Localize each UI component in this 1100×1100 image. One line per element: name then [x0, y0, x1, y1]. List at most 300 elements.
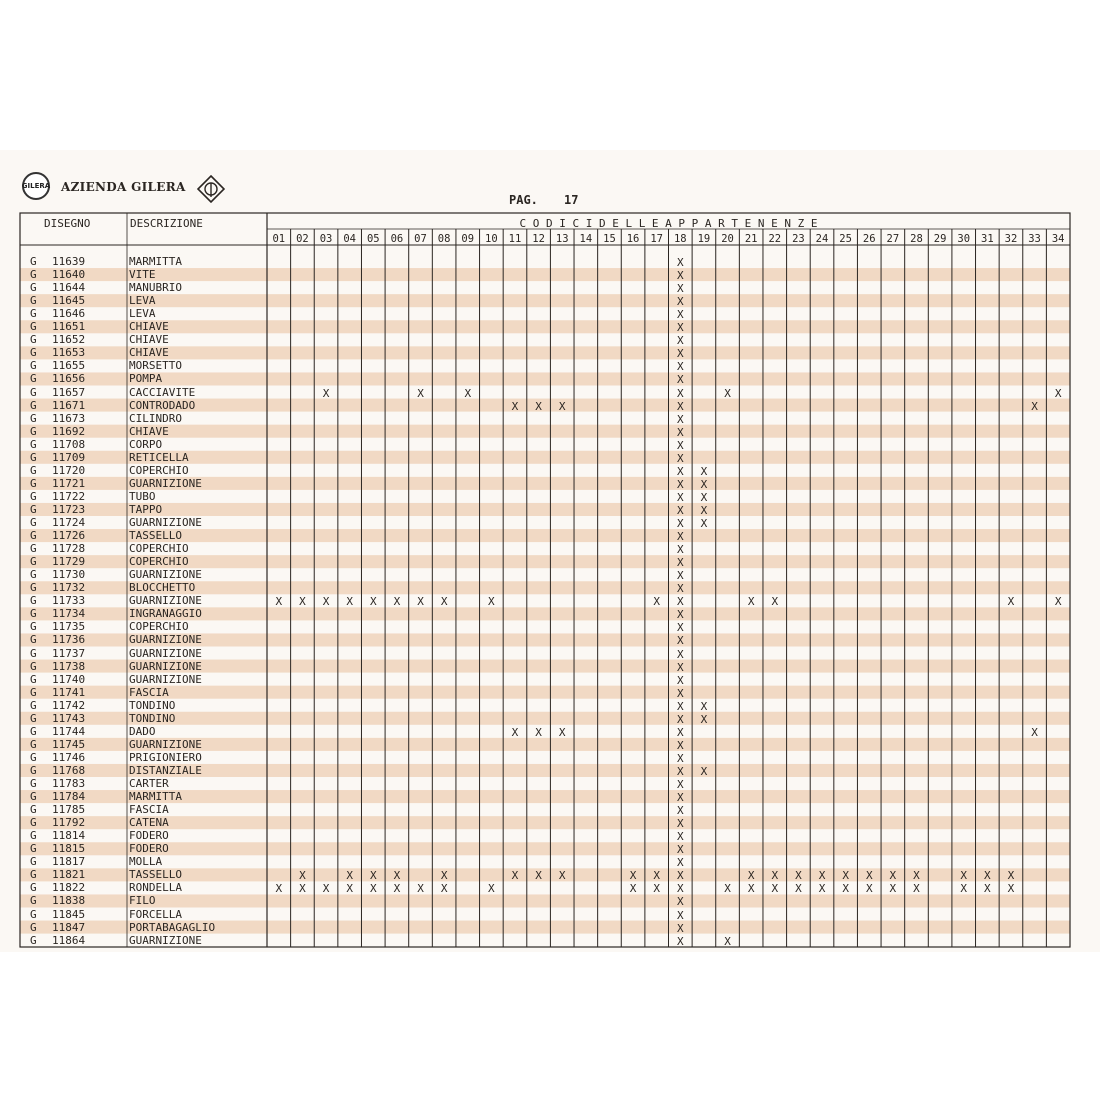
code-mark-18: X	[676, 791, 684, 805]
row-prefix: G	[30, 568, 37, 582]
code-mark-18: X	[676, 725, 684, 739]
row-stripe	[20, 294, 1070, 307]
row-prefix: G	[30, 542, 37, 556]
row-description: COPERCHIO	[129, 555, 189, 569]
code-mark-34: X	[1054, 595, 1062, 609]
code-mark-18: X	[676, 699, 684, 713]
row-stripe	[20, 320, 1070, 333]
row-description: DISTANZIALE	[129, 763, 202, 777]
code-mark-19: X	[700, 477, 708, 491]
row-description: CARTER	[129, 777, 169, 790]
row-description: TASSELLO	[129, 529, 182, 543]
code-mark-03: X	[322, 595, 330, 609]
code-mark-18: X	[676, 895, 684, 909]
code-mark-09: X	[464, 386, 472, 400]
row-description: BLOCCHETTO	[129, 581, 196, 595]
code-mark-32: X	[1007, 595, 1015, 609]
code-mark-18: X	[676, 530, 684, 544]
row-description: PRIGIONIERO	[129, 750, 202, 764]
row-description: CATENA	[129, 816, 169, 830]
code-header-18: 18	[673, 233, 687, 245]
row-drawing-number: 11728	[52, 542, 86, 556]
row-description: GUARNIZIONE	[129, 659, 202, 673]
code-mark-26: X	[865, 869, 873, 883]
code-mark-12: X	[535, 725, 542, 739]
row-description: COPERCHIO	[129, 620, 189, 634]
row-description: COPERCHIO	[129, 542, 189, 556]
row-prefix: G	[30, 685, 37, 699]
row-drawing-number: 11720	[52, 463, 86, 477]
code-mark-18: X	[676, 778, 684, 791]
row-drawing-number: 11792	[52, 816, 86, 830]
code-mark-21: X	[747, 882, 755, 896]
row-description: CACCIAVITE	[129, 385, 196, 399]
row-prefix: G	[30, 659, 37, 673]
row-drawing-number: 11785	[52, 803, 86, 817]
row-stripe	[20, 503, 1070, 516]
row-stripe	[20, 712, 1070, 725]
row-description: MORSETTO	[129, 359, 182, 373]
row-prefix: G	[30, 281, 37, 295]
company-name: AZIENDA GILERA	[61, 180, 186, 194]
row-description: GUARNIZIONE	[129, 933, 202, 947]
row-prefix: G	[30, 385, 37, 399]
code-mark-18: X	[676, 334, 684, 348]
code-mark-07: X	[417, 882, 424, 896]
row-stripe	[20, 894, 1070, 907]
code-mark-18: X	[676, 490, 684, 504]
row-drawing-number: 11734	[52, 607, 86, 621]
row-drawing-number: 11729	[52, 555, 86, 569]
row-prefix: G	[30, 255, 37, 268]
code-header-09: 09	[461, 233, 475, 245]
row-description: FODERO	[129, 829, 169, 843]
row-description: MARMITTA	[129, 255, 182, 268]
gilera-logo: GILERA	[22, 172, 50, 200]
code-mark-18: X	[676, 438, 684, 452]
code-mark-18: X	[676, 556, 684, 570]
code-mark-18: X	[676, 595, 684, 609]
code-header-23: 23	[792, 233, 805, 245]
code-mark-23: X	[795, 869, 802, 883]
row-prefix: G	[30, 829, 37, 843]
row-prefix: G	[30, 763, 37, 777]
code-mark-20: X	[724, 386, 731, 400]
code-mark-07: X	[417, 595, 424, 609]
code-mark-18: X	[676, 608, 684, 622]
code-mark-18: X	[676, 660, 684, 674]
code-mark-18: X	[676, 817, 684, 831]
disegno-header: DISEGNO	[44, 217, 91, 230]
code-mark-19: X	[700, 764, 708, 778]
code-mark-01: X	[275, 595, 283, 609]
code-header-32: 32	[1004, 233, 1018, 245]
row-prefix: G	[30, 920, 37, 934]
code-header-02: 02	[296, 233, 309, 245]
codes-group-title: C O D I C I D E L L E A P P A R T E N E N Z E	[519, 217, 818, 230]
code-mark-11: X	[511, 725, 519, 739]
row-drawing-number: 11652	[52, 333, 86, 347]
row-drawing-number: 11639	[52, 255, 86, 268]
row-prefix: G	[30, 594, 37, 608]
code-mark-03: X	[322, 386, 330, 400]
code-header-15: 15	[603, 233, 616, 245]
code-mark-19: X	[700, 517, 708, 530]
row-drawing-number: 11736	[52, 633, 86, 647]
code-mark-18: X	[676, 425, 684, 439]
code-mark-27: X	[889, 869, 897, 883]
code-mark-19: X	[700, 712, 708, 726]
row-description: RONDELLA	[129, 881, 182, 895]
row-description: CORPO	[129, 437, 163, 451]
code-mark-18: X	[676, 503, 684, 517]
code-mark-10: X	[488, 882, 495, 896]
code-header-34: 34	[1051, 233, 1065, 245]
code-mark-18: X	[676, 321, 684, 335]
row-drawing-number: 11657	[52, 385, 86, 399]
code-header-14: 14	[579, 233, 593, 245]
row-prefix: G	[30, 476, 37, 490]
row-prefix: G	[30, 698, 37, 712]
code-mark-22: X	[771, 882, 779, 896]
row-description: CHIAVE	[129, 320, 169, 334]
code-header-29: 29	[933, 233, 947, 245]
row-description: INGRANAGGIO	[129, 607, 202, 621]
row-drawing-number: 11722	[52, 489, 86, 503]
code-mark-11: X	[511, 399, 519, 413]
code-header-16: 16	[626, 233, 640, 245]
row-drawing-number: 11708	[52, 437, 86, 451]
row-drawing-number: 11723	[52, 502, 86, 516]
code-header-13: 13	[555, 233, 569, 245]
code-header-05: 05	[366, 233, 380, 245]
row-drawing-number: 11644	[52, 281, 86, 295]
code-mark-27: X	[889, 882, 897, 896]
row-prefix: G	[30, 933, 37, 947]
code-header-30: 30	[957, 233, 971, 245]
row-drawing-number: 11730	[52, 568, 86, 582]
code-mark-18: X	[676, 686, 684, 700]
code-header-01: 01	[272, 233, 286, 245]
code-mark-19: X	[700, 699, 708, 713]
code-mark-16: X	[629, 882, 637, 896]
code-mark-11: X	[511, 869, 519, 883]
row-drawing-number: 11733	[52, 594, 86, 608]
code-mark-21: X	[747, 869, 755, 883]
row-prefix: G	[30, 424, 37, 438]
code-mark-30: X	[960, 882, 968, 896]
row-prefix: G	[30, 489, 37, 503]
row-drawing-number: 11741	[52, 685, 86, 699]
row-stripe	[20, 268, 1070, 281]
row-description: MOLLA	[129, 855, 163, 869]
row-description: GUARNIZIONE	[129, 672, 202, 686]
code-mark-13: X	[558, 399, 566, 413]
row-drawing-number: 11864	[52, 933, 86, 947]
row-prefix: G	[30, 333, 37, 347]
code-mark-22: X	[771, 595, 779, 609]
row-description: FILO	[129, 894, 156, 908]
code-mark-32: X	[1007, 882, 1015, 896]
code-mark-19: X	[700, 503, 708, 517]
code-mark-18: X	[676, 738, 684, 752]
row-description: TASSELLO	[129, 868, 182, 882]
code-mark-18: X	[676, 295, 684, 309]
row-drawing-number: 11817	[52, 855, 86, 869]
row-prefix: G	[30, 750, 37, 764]
row-prefix: G	[30, 711, 37, 725]
code-mark-18: X	[676, 856, 684, 870]
code-mark-06: X	[393, 869, 401, 883]
row-prefix: G	[30, 803, 37, 817]
code-mark-18: X	[676, 477, 684, 491]
code-mark-18: X	[676, 373, 684, 387]
code-mark-18: X	[676, 451, 684, 465]
row-drawing-number: 11745	[52, 737, 86, 751]
code-mark-28: X	[913, 869, 920, 883]
row-drawing-number: 11821	[52, 868, 86, 882]
row-prefix: G	[30, 307, 37, 321]
row-description: GUARNIZIONE	[129, 516, 202, 529]
row-description: COPERCHIO	[129, 463, 189, 477]
row-drawing-number: 11744	[52, 724, 86, 738]
row-prefix: G	[30, 777, 37, 790]
code-mark-18: X	[676, 634, 684, 648]
code-mark-08: X	[440, 595, 448, 609]
row-prefix: G	[30, 294, 37, 308]
row-prefix: G	[30, 737, 37, 751]
code-mark-26: X	[865, 882, 873, 896]
row-prefix: G	[30, 437, 37, 451]
code-mark-18: X	[676, 751, 684, 765]
row-drawing-number: 11742	[52, 698, 86, 712]
row-prefix: G	[30, 868, 37, 882]
row-description: FASCIA	[129, 685, 169, 699]
row-prefix: G	[30, 907, 37, 921]
code-header-17: 17	[650, 233, 664, 245]
code-mark-30: X	[960, 869, 968, 883]
code-mark-02: X	[299, 595, 306, 609]
row-drawing-number: 11726	[52, 529, 86, 543]
code-mark-17: X	[653, 869, 660, 883]
code-mark-10: X	[488, 595, 495, 609]
code-mark-18: X	[676, 308, 684, 322]
row-drawing-number: 11847	[52, 920, 86, 934]
row-description: CHIAVE	[129, 346, 169, 360]
row-description: FODERO	[129, 842, 169, 856]
code-mark-31: X	[984, 882, 991, 896]
code-mark-18: X	[676, 412, 684, 426]
code-mark-18: X	[676, 399, 684, 413]
code-mark-16: X	[629, 869, 637, 883]
row-prefix: G	[30, 581, 37, 595]
row-drawing-number: 11738	[52, 659, 86, 673]
code-mark-19: X	[700, 490, 708, 504]
row-prefix: G	[30, 516, 37, 529]
code-mark-33: X	[1031, 725, 1038, 739]
code-mark-18: X	[676, 908, 684, 922]
code-header-27: 27	[886, 233, 900, 245]
row-drawing-number: 11845	[52, 907, 86, 921]
row-prefix: G	[30, 555, 37, 569]
code-mark-18: X	[676, 621, 684, 635]
code-mark-18: X	[676, 282, 684, 296]
row-prefix: G	[30, 633, 37, 647]
row-drawing-number: 11671	[52, 398, 86, 412]
code-mark-18: X	[676, 569, 684, 583]
code-mark-31: X	[984, 869, 991, 883]
code-mark-25: X	[842, 869, 849, 883]
row-prefix: G	[30, 620, 37, 634]
row-prefix: G	[30, 672, 37, 686]
row-prefix: G	[30, 411, 37, 425]
row-description: RETICELLA	[129, 450, 189, 464]
code-mark-25: X	[842, 882, 849, 896]
page-label: PAG.	[509, 193, 538, 207]
code-mark-01: X	[275, 882, 283, 896]
code-mark-18: X	[676, 764, 684, 778]
row-prefix: G	[30, 894, 37, 908]
code-mark-18: X	[676, 269, 684, 283]
code-header-21: 21	[744, 233, 758, 245]
code-mark-18: X	[676, 804, 684, 818]
code-mark-18: X	[676, 921, 684, 935]
code-mark-12: X	[535, 869, 542, 883]
code-header-06: 06	[390, 233, 404, 245]
row-stripe	[20, 372, 1070, 385]
row-drawing-number: 11653	[52, 346, 86, 360]
code-mark-18: X	[676, 360, 684, 374]
code-mark-18: X	[676, 647, 684, 661]
row-drawing-number: 11783	[52, 777, 86, 790]
row-drawing-number: 11768	[52, 763, 86, 777]
code-mark-18: X	[676, 843, 684, 857]
code-mark-02: X	[299, 869, 306, 883]
row-drawing-number: 11645	[52, 294, 86, 308]
code-mark-32: X	[1007, 869, 1015, 883]
row-drawing-number: 11746	[52, 750, 86, 764]
row-drawing-number: 11651	[52, 320, 86, 334]
code-header-11: 11	[508, 233, 522, 245]
row-drawing-number: 11656	[52, 372, 86, 386]
code-mark-21: X	[747, 595, 755, 609]
row-drawing-number: 11737	[52, 646, 86, 660]
code-mark-33: X	[1031, 399, 1038, 413]
code-mark-18: X	[676, 386, 684, 400]
row-drawing-number: 11740	[52, 672, 86, 686]
code-header-12: 12	[532, 233, 545, 245]
code-mark-18: X	[676, 517, 684, 530]
code-mark-18: X	[676, 543, 684, 557]
code-mark-08: X	[440, 882, 448, 896]
code-mark-19: X	[700, 464, 708, 478]
row-prefix: G	[30, 724, 37, 738]
code-mark-04: X	[346, 869, 353, 883]
row-prefix: G	[30, 502, 37, 516]
code-mark-22: X	[771, 869, 779, 883]
row-prefix: G	[30, 372, 37, 386]
code-mark-20: X	[724, 882, 731, 896]
row-prefix: G	[30, 268, 37, 282]
code-header-22: 22	[768, 233, 782, 245]
code-mark-18: X	[676, 712, 684, 726]
row-description: FASCIA	[129, 803, 169, 817]
code-mark-13: X	[558, 869, 566, 883]
code-header-04: 04	[343, 233, 356, 245]
code-mark-17: X	[653, 882, 660, 896]
code-mark-20: X	[724, 934, 731, 948]
code-mark-18: X	[676, 464, 684, 478]
row-stripe	[20, 346, 1070, 359]
row-prefix: G	[30, 646, 37, 660]
row-description: LEVA	[129, 307, 156, 321]
row-description: CILINDRO	[129, 411, 182, 425]
row-prefix: G	[30, 816, 37, 830]
row-description: TUBO	[129, 489, 156, 503]
row-drawing-number: 11784	[52, 790, 86, 804]
row-drawing-number: 11655	[52, 359, 86, 373]
row-drawing-number: 11673	[52, 411, 86, 425]
row-description: CHIAVE	[129, 424, 169, 438]
code-header-24: 24	[815, 233, 829, 245]
code-mark-24: X	[818, 869, 826, 883]
row-description: MANUBRIO	[129, 281, 182, 295]
row-prefix: G	[30, 463, 37, 477]
row-prefix: G	[30, 346, 37, 360]
row-description: LEVA	[129, 294, 156, 308]
row-drawing-number: 11735	[52, 620, 86, 634]
code-mark-06: X	[393, 595, 401, 609]
row-description: CHIAVE	[129, 333, 169, 347]
code-mark-18: X	[676, 582, 684, 596]
row-description: POMPA	[129, 372, 163, 386]
row-drawing-number: 11732	[52, 581, 86, 595]
row-description: CONTRODADO	[129, 398, 196, 412]
code-mark-18: X	[676, 882, 684, 896]
row-drawing-number: 11692	[52, 424, 86, 438]
code-mark-07: X	[417, 386, 424, 400]
row-prefix: G	[30, 881, 37, 895]
row-description: GUARNIZIONE	[129, 476, 202, 490]
code-mark-18: X	[676, 869, 684, 883]
code-header-10: 10	[485, 233, 498, 245]
code-header-19: 19	[697, 233, 711, 245]
row-drawing-number: 11814	[52, 829, 86, 843]
row-description: VITE	[129, 268, 156, 282]
row-description: GUARNIZIONE	[129, 646, 202, 660]
code-header-25: 25	[839, 233, 852, 245]
row-prefix: G	[30, 529, 37, 543]
row-prefix: G	[30, 607, 37, 621]
code-header-33: 33	[1028, 233, 1041, 245]
row-drawing-number: 11646	[52, 307, 86, 321]
code-mark-04: X	[346, 882, 353, 896]
code-mark-05: X	[369, 869, 377, 883]
row-prefix: G	[30, 320, 37, 334]
code-header-07: 07	[414, 233, 427, 245]
code-mark-17: X	[653, 595, 660, 609]
row-description: FORCELLA	[129, 907, 182, 921]
code-header-26: 26	[862, 233, 876, 245]
code-mark-18: X	[676, 256, 684, 269]
code-mark-18: X	[676, 830, 684, 844]
code-header-20: 20	[721, 233, 734, 245]
row-description: GUARNIZIONE	[129, 594, 202, 608]
row-prefix: G	[30, 855, 37, 869]
code-mark-18: X	[676, 347, 684, 361]
row-prefix: G	[30, 450, 37, 464]
row-description: MARMITTA	[129, 790, 182, 804]
